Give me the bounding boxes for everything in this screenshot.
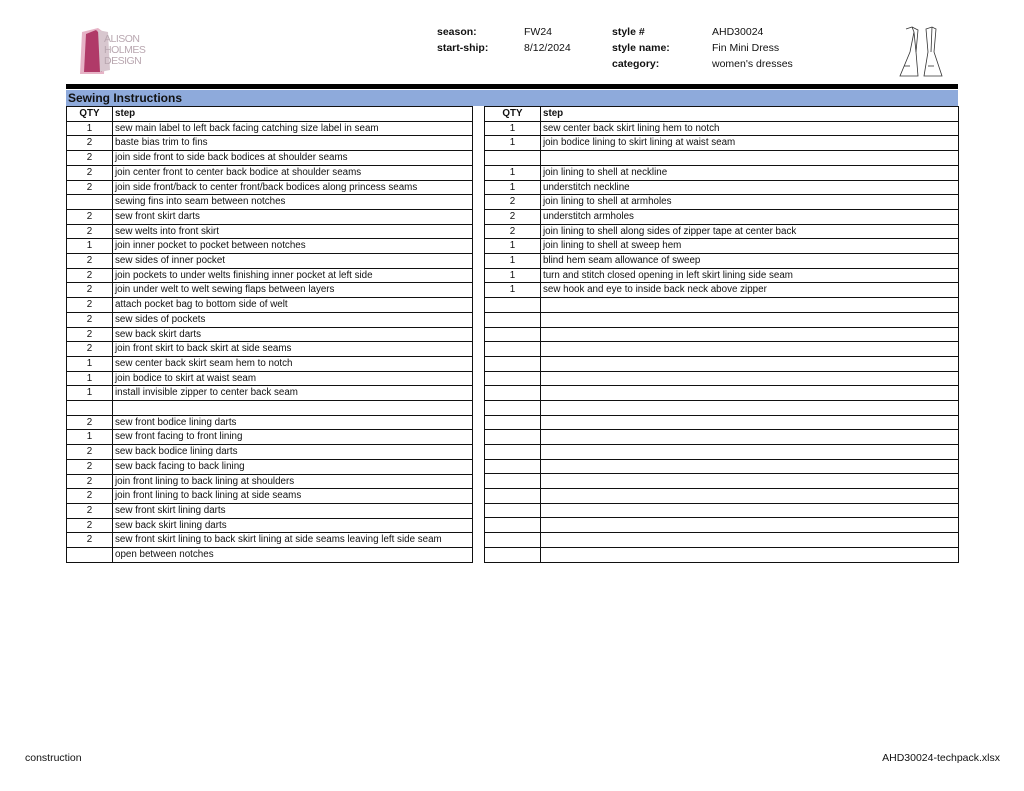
step-cell: sew hook and eye to inside back neck above zipper — [541, 283, 959, 298]
table-row — [485, 342, 959, 357]
table-row — [67, 386, 473, 401]
qty-cell: 1 — [67, 356, 113, 371]
table-row — [485, 180, 959, 195]
qty-cell: 2 — [67, 136, 113, 151]
style-name-label: style name: — [612, 42, 670, 54]
qty-cell — [67, 548, 113, 563]
step-cell: sew back facing to back lining — [113, 459, 473, 474]
table-row — [67, 474, 473, 489]
qty-cell: 2 — [67, 327, 113, 342]
file-name: AHD30024-techpack.xlsx — [882, 752, 1000, 764]
qty-cell: 1 — [485, 180, 541, 195]
table-row — [67, 342, 473, 357]
qty-cell: 2 — [67, 165, 113, 180]
step-cell: sew back skirt darts — [113, 327, 473, 342]
table-row — [67, 401, 473, 416]
step-cell: sew back skirt lining darts — [113, 518, 473, 533]
step-cell: join lining to shell at armholes — [541, 195, 959, 210]
table-row — [485, 195, 959, 210]
step-cell: join lining to shell at neckline — [541, 165, 959, 180]
table-row — [67, 312, 473, 327]
style-number-value: AHD30024 — [712, 26, 764, 38]
step-cell: sew back bodice lining darts — [113, 445, 473, 460]
step-cell: join lining to shell at sweep hem — [541, 239, 959, 254]
step-cell: sew sides of pockets — [113, 312, 473, 327]
sheet-name: construction — [25, 752, 82, 764]
step-cell — [541, 518, 959, 533]
season-value: FW24 — [524, 26, 553, 38]
table-row — [67, 151, 473, 166]
table-row — [67, 136, 473, 151]
step-cell: blind hem seam allowance of sweep — [541, 254, 959, 269]
qty-cell: 1 — [485, 121, 541, 136]
table-row — [67, 533, 473, 548]
step-cell: join bodice lining to skirt lining at waist seam — [541, 136, 959, 151]
qty-cell — [485, 356, 541, 371]
qty-cell — [485, 547, 541, 562]
qty-cell: 1 — [485, 268, 541, 283]
qty-cell: 1 — [485, 165, 541, 180]
table-row — [67, 327, 473, 342]
step-cell: join lining to shell along sides of zipper tape at center back — [541, 224, 959, 239]
category-label: category: — [612, 58, 660, 70]
table-row — [67, 356, 473, 371]
table-row — [485, 312, 959, 327]
table-row — [485, 283, 959, 298]
table-row — [67, 371, 473, 386]
step-cell — [541, 533, 959, 548]
step-cell: turn and stitch closed opening in left skirt lining side seam — [541, 268, 959, 283]
table-row — [67, 518, 473, 533]
left-steps-body — [67, 121, 473, 562]
table-row — [485, 209, 959, 224]
step-cell — [541, 547, 959, 562]
header-divider — [66, 84, 958, 89]
left-steps-table — [66, 106, 473, 563]
step-cell: sew welts into front skirt — [113, 224, 473, 239]
table-row — [485, 430, 959, 445]
qty-cell — [485, 518, 541, 533]
table-row — [485, 533, 959, 548]
meta-values-col1 — [524, 24, 571, 56]
table-row — [67, 209, 473, 224]
table-row — [485, 268, 959, 283]
step-cell — [541, 371, 959, 386]
step-cell — [541, 151, 959, 166]
qty-cell: 2 — [485, 224, 541, 239]
table-row — [485, 121, 959, 136]
table-header-row — [67, 107, 473, 122]
qty-cell: 2 — [67, 151, 113, 166]
step-cell — [541, 400, 959, 415]
table-row — [67, 459, 473, 474]
step-cell: sew sides of inner pocket — [113, 254, 473, 269]
style-number-label: style # — [612, 26, 645, 38]
qty-cell — [485, 533, 541, 548]
meta-labels-col2 — [612, 24, 670, 72]
table-header-row — [485, 107, 959, 122]
qty-cell — [485, 489, 541, 504]
step-cell: baste bias trim to fins — [113, 136, 473, 151]
qty-cell — [67, 401, 113, 416]
step-cell: open between notches — [113, 548, 473, 563]
table-row — [67, 224, 473, 239]
table-row — [485, 224, 959, 239]
table-row — [485, 239, 959, 254]
table-row — [485, 415, 959, 430]
step-cell — [541, 327, 959, 342]
table-row — [67, 268, 473, 283]
qty-cell: 1 — [67, 371, 113, 386]
step-cell: join bodice to skirt at waist seam — [113, 371, 473, 386]
table-row — [485, 518, 959, 533]
qty-cell — [485, 400, 541, 415]
start-ship-value: 8/12/2024 — [524, 42, 571, 54]
step-cell — [541, 459, 959, 474]
step-cell: attach pocket bag to bottom side of welt — [113, 298, 473, 313]
step-cell — [541, 430, 959, 445]
table-row — [67, 254, 473, 269]
table-row — [67, 415, 473, 430]
qty-cell — [485, 445, 541, 460]
table-row — [67, 239, 473, 254]
step-cell: sew center back skirt lining hem to notch — [541, 121, 959, 136]
step-cell: understitch armholes — [541, 209, 959, 224]
qty-cell: 2 — [67, 224, 113, 239]
qty-cell: 2 — [67, 503, 113, 518]
step-cell — [541, 445, 959, 460]
category-value: women's dresses — [712, 58, 793, 70]
table-row — [485, 386, 959, 401]
table-row — [67, 489, 473, 504]
qty-cell: 2 — [67, 268, 113, 283]
qty-cell: 2 — [67, 518, 113, 533]
qty-column-header: QTY — [67, 107, 113, 122]
step-cell: install invisible zipper to center back seam — [113, 386, 473, 401]
step-cell — [541, 503, 959, 518]
qty-cell: 2 — [67, 342, 113, 357]
step-cell: join front lining to back lining at shoulders — [113, 474, 473, 489]
qty-cell — [485, 371, 541, 386]
table-row — [67, 180, 473, 195]
step-cell — [541, 386, 959, 401]
step-cell — [541, 312, 959, 327]
step-cell: understitch neckline — [541, 180, 959, 195]
table-row — [485, 474, 959, 489]
qty-cell: 1 — [67, 386, 113, 401]
start-ship-label: start-ship: — [437, 42, 489, 54]
qty-cell: 2 — [67, 415, 113, 430]
qty-cell: 2 — [67, 312, 113, 327]
qty-cell: 1 — [485, 239, 541, 254]
step-cell — [541, 342, 959, 357]
step-cell: sew main label to left back facing catching size label in seam — [113, 121, 473, 136]
table-row — [67, 548, 473, 563]
table-row — [67, 430, 473, 445]
qty-cell: 2 — [67, 298, 113, 313]
qty-cell: 1 — [67, 121, 113, 136]
qty-cell — [485, 474, 541, 489]
qty-cell: 2 — [485, 195, 541, 210]
step-cell: sew front skirt lining to back skirt lining at side seams leaving left side seam — [113, 533, 473, 548]
qty-cell — [485, 327, 541, 342]
qty-cell — [485, 151, 541, 166]
table-row — [485, 371, 959, 386]
table-row — [67, 121, 473, 136]
qty-cell — [485, 459, 541, 474]
step-cell: sewing fins into seam between notches — [113, 195, 473, 210]
step-cell: sew front skirt lining darts — [113, 503, 473, 518]
qty-cell: 1 — [67, 430, 113, 445]
table-row — [67, 165, 473, 180]
step-cell: sew front skirt darts — [113, 209, 473, 224]
table-row — [485, 327, 959, 342]
qty-cell: 2 — [67, 209, 113, 224]
step-cell: join front skirt to back skirt at side seams — [113, 342, 473, 357]
qty-cell: 2 — [67, 283, 113, 298]
step-cell: join front lining to back lining at side seams — [113, 489, 473, 504]
qty-cell — [485, 415, 541, 430]
step-cell — [541, 298, 959, 313]
table-row — [67, 503, 473, 518]
qty-cell — [485, 298, 541, 313]
step-cell: join pockets to under welts finishing inner pocket at left side — [113, 268, 473, 283]
qty-cell: 1 — [485, 136, 541, 151]
right-steps-table — [484, 106, 959, 563]
table-row — [67, 195, 473, 210]
step-cell: join inner pocket to pocket between notches — [113, 239, 473, 254]
qty-cell — [485, 430, 541, 445]
qty-cell: 2 — [67, 445, 113, 460]
table-row — [485, 356, 959, 371]
qty-cell: 2 — [485, 209, 541, 224]
table-row — [485, 445, 959, 460]
table-row — [485, 136, 959, 151]
step-column-header: step — [541, 107, 959, 122]
qty-cell — [485, 312, 541, 327]
meta-values-col2 — [712, 24, 793, 72]
right-steps-body — [485, 121, 959, 562]
table-row — [485, 254, 959, 269]
table-row — [485, 400, 959, 415]
step-cell: sew front facing to front lining — [113, 430, 473, 445]
meta-labels-col1 — [437, 24, 488, 56]
table-row — [485, 298, 959, 313]
table-row — [485, 459, 959, 474]
logo-wordmark: ALISON HOLMES DESIGN — [104, 33, 146, 67]
qty-cell: 2 — [67, 180, 113, 195]
qty-cell: 2 — [67, 254, 113, 269]
step-cell — [541, 474, 959, 489]
step-cell: sew center back skirt seam hem to notch — [113, 356, 473, 371]
step-cell — [113, 401, 473, 416]
qty-cell — [485, 503, 541, 518]
qty-cell: 2 — [67, 533, 113, 548]
table-row — [485, 503, 959, 518]
qty-cell — [485, 386, 541, 401]
table-row — [485, 151, 959, 166]
step-cell: join center front to center back bodice at shoulder seams — [113, 165, 473, 180]
step-column-header: step — [113, 107, 473, 122]
step-cell — [541, 415, 959, 430]
step-cell: join side front to side back bodices at shoulder seams — [113, 151, 473, 166]
step-cell — [541, 356, 959, 371]
qty-cell — [67, 195, 113, 210]
qty-cell: 2 — [67, 474, 113, 489]
qty-cell — [485, 342, 541, 357]
dress-sketch-icon — [898, 26, 944, 78]
table-row — [67, 445, 473, 460]
style-name-value: Fin Mini Dress — [712, 42, 780, 54]
table-row — [485, 165, 959, 180]
qty-cell: 1 — [485, 254, 541, 269]
table-row — [67, 283, 473, 298]
qty-cell: 1 — [67, 239, 113, 254]
qty-cell: 1 — [485, 283, 541, 298]
step-cell: sew front bodice lining darts — [113, 415, 473, 430]
step-cell — [541, 489, 959, 504]
qty-cell: 2 — [67, 489, 113, 504]
season-label: season: — [437, 26, 477, 38]
qty-column-header: QTY — [485, 107, 541, 122]
table-row — [67, 298, 473, 313]
qty-cell: 2 — [67, 459, 113, 474]
table-row — [485, 547, 959, 562]
step-cell: join side front/back to center front/back bodices along princess seams — [113, 180, 473, 195]
table-row — [485, 489, 959, 504]
section-title: Sewing Instructions — [66, 90, 958, 106]
step-cell: join under welt to welt sewing flaps between layers — [113, 283, 473, 298]
